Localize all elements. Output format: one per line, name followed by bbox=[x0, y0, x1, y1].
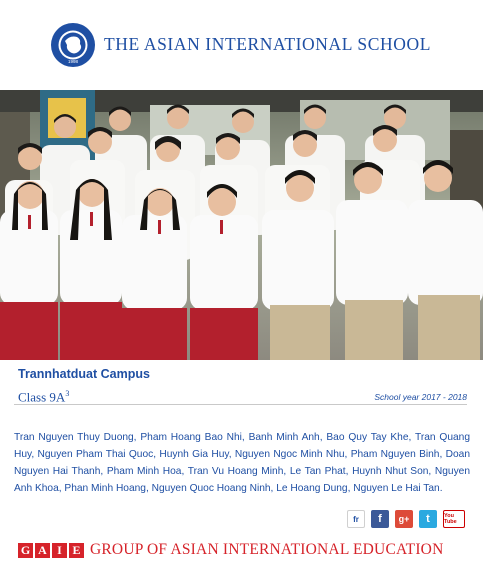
gaie-letter-e: E bbox=[69, 543, 84, 558]
gaie-letter-i: I bbox=[52, 543, 67, 558]
group-footer bbox=[18, 541, 443, 559]
page-header bbox=[0, 0, 483, 90]
student-names: Tran Nguyen Thuy Duong, Pham Hoang Bao Nhi, Banh Minh Anh, Bao Quy Tay Khe, Tran Quang Huy, Nguyen Pham Thai Quoc, Huynh Gia Huy, Nguyen Ngoc Minh Nhu, Pham Nguyen Binh, Doan Nguyen Hai Thanh, Pham Minh Hoa, Tran Vu Hoang Minh, Le Tan Phat, Huynh Nhut Son, Nguyen Anh Khoa, Phan Minh Hoang, Nguyen Quoc Hoang Ninh, Le Hoang Dung, Nguyen Le Hai Tan. bbox=[14, 432, 470, 494]
social-links bbox=[347, 510, 465, 528]
class-name: Class 9A bbox=[18, 389, 66, 405]
class-superscript: 3 bbox=[65, 389, 70, 398]
gaie-letter-a: A bbox=[35, 543, 50, 558]
school-year: School year 2017 - 2018 bbox=[374, 392, 467, 402]
caption-divider bbox=[14, 404, 467, 405]
campus-name: Trannhatduat Campus bbox=[18, 367, 150, 381]
youtube-icon[interactable]: You Tube bbox=[443, 510, 465, 528]
facebook-icon[interactable]: f bbox=[371, 510, 389, 528]
class-label bbox=[18, 389, 69, 405]
school-logo-icon bbox=[50, 22, 96, 68]
french-site-icon[interactable]: fr bbox=[347, 510, 365, 528]
group-name: GROUP OF ASIAN INTERNATIONAL EDUCATION bbox=[90, 541, 444, 558]
google-plus-icon[interactable]: g+ bbox=[395, 510, 413, 528]
class-group-photo-icon bbox=[0, 90, 483, 360]
school-name: THE ASIAN INTERNATIONAL SCHOOL bbox=[104, 34, 431, 54]
twitter-icon[interactable]: t bbox=[419, 510, 437, 528]
logo-year: 1998 bbox=[67, 59, 79, 64]
class-photo bbox=[0, 90, 483, 360]
gaie-letter-g: G bbox=[18, 543, 33, 558]
